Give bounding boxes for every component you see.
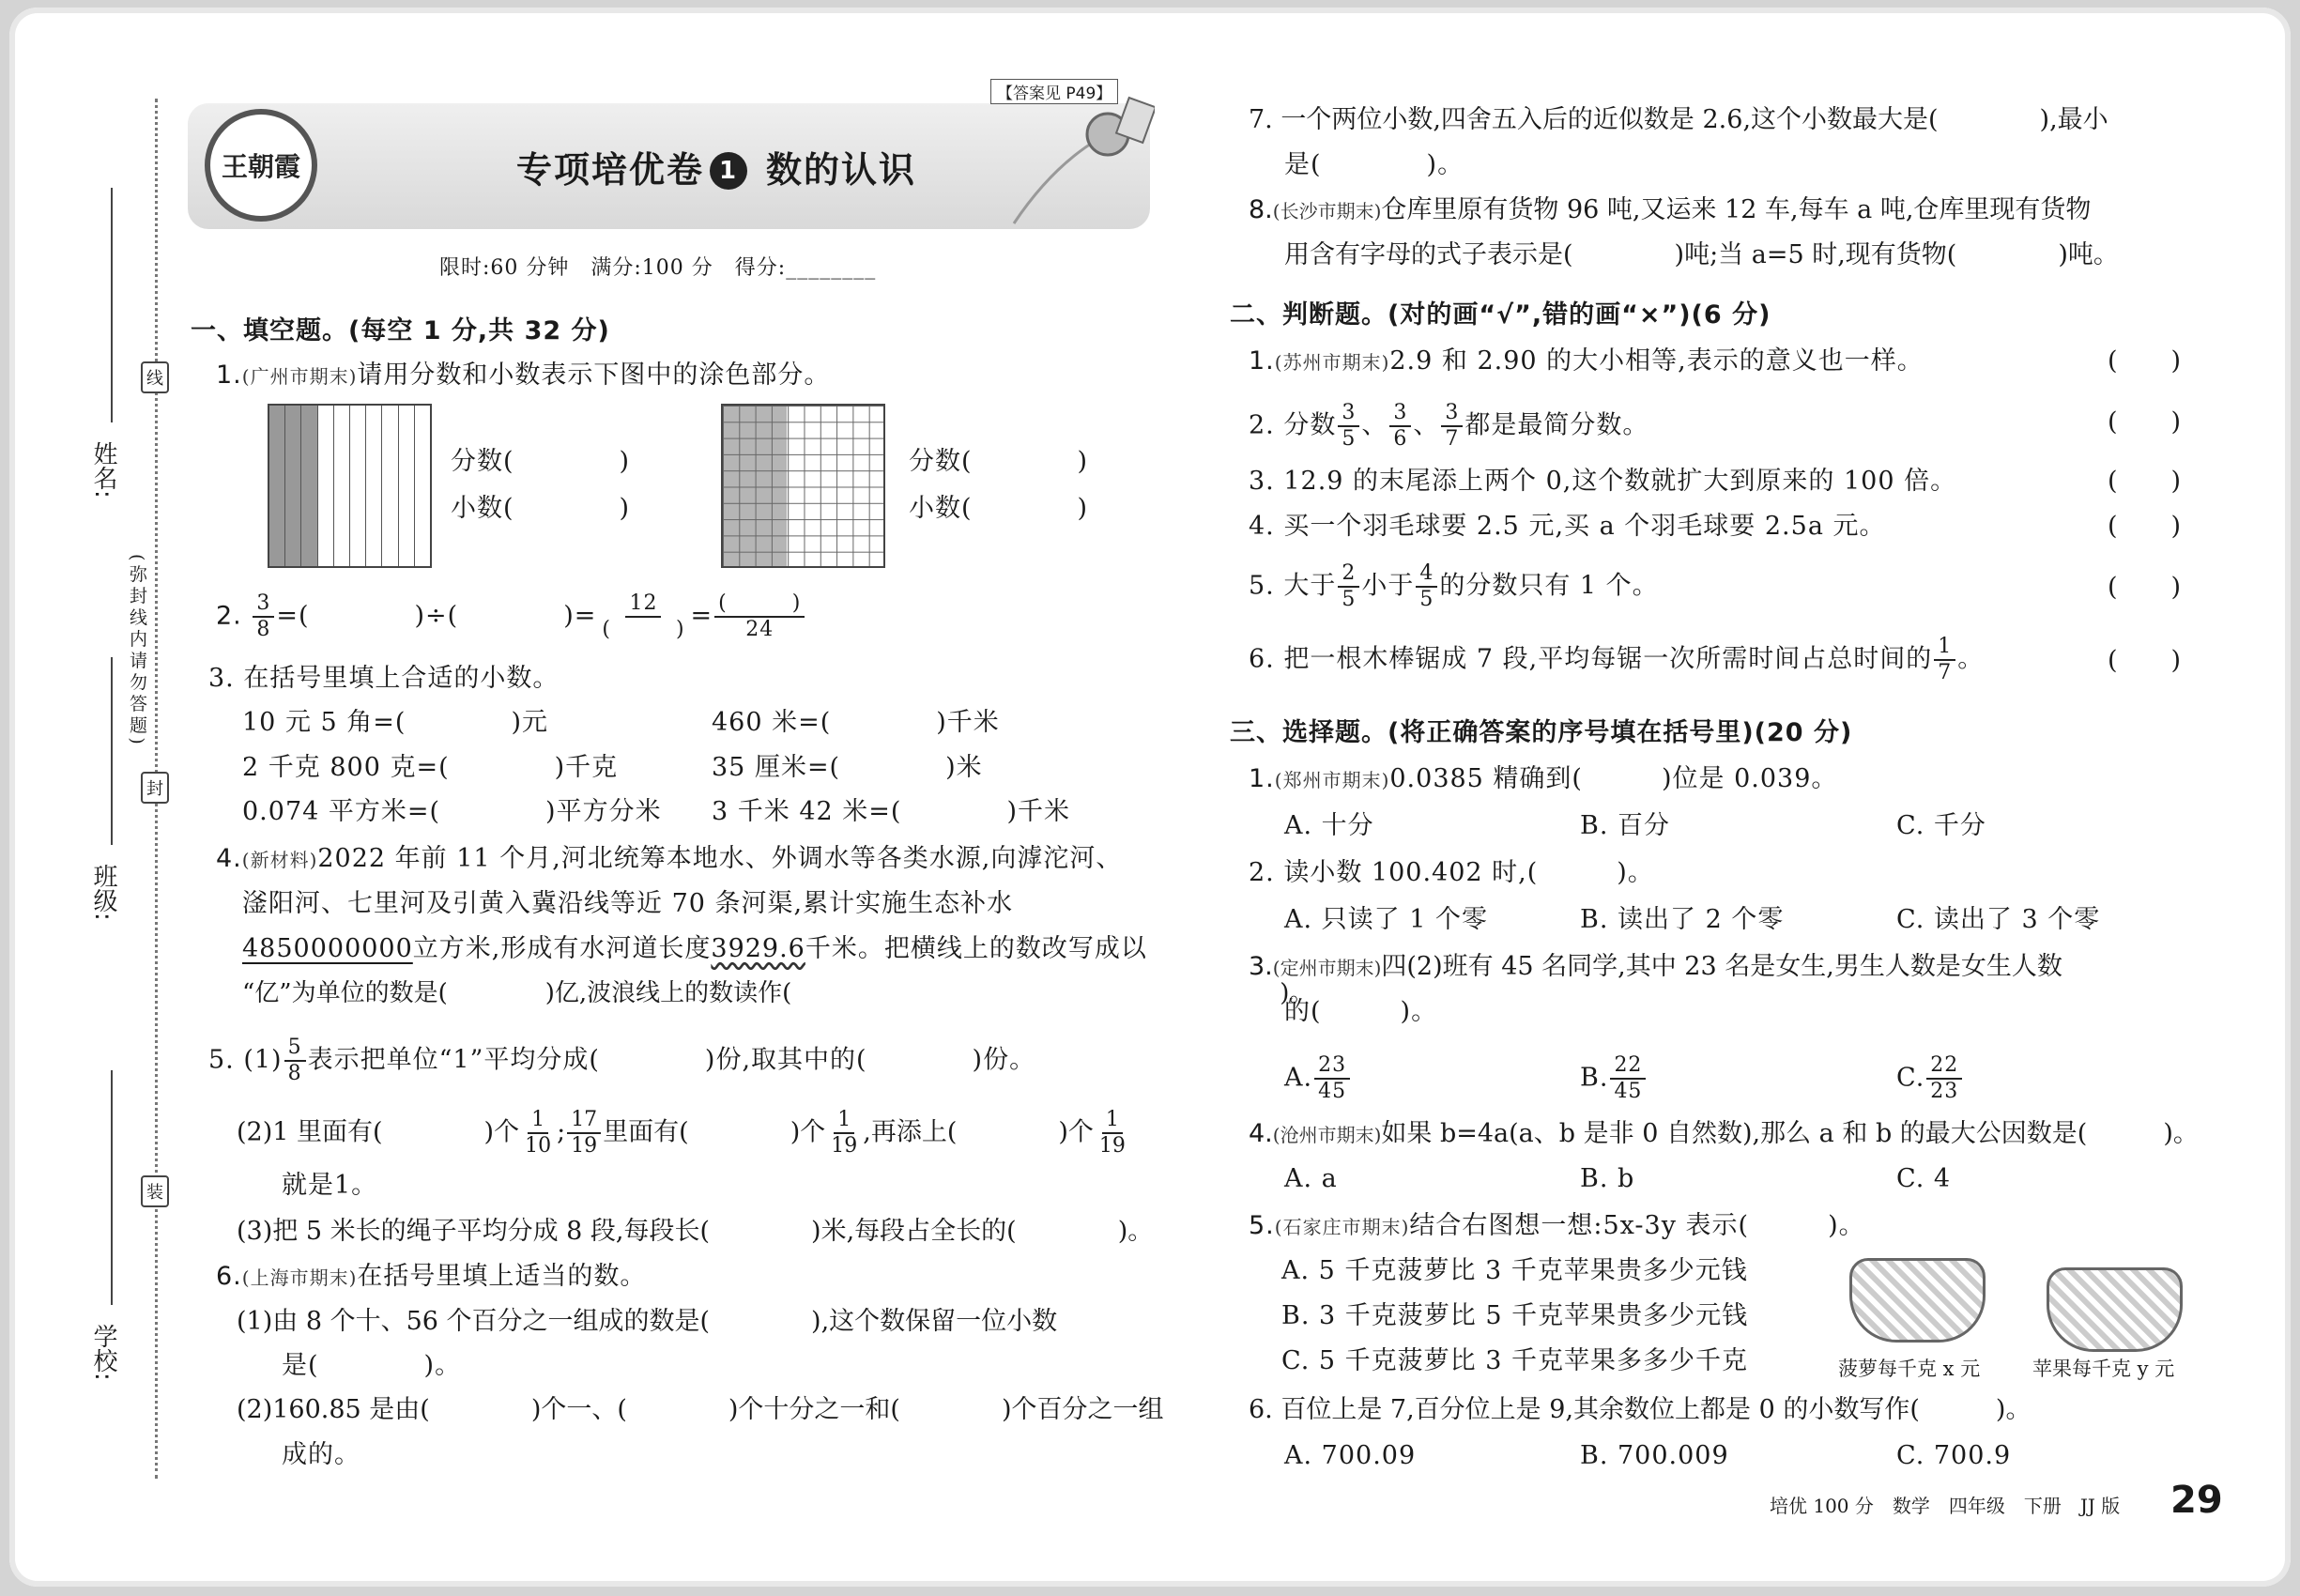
q-number: 1. xyxy=(1249,764,1275,793)
q3-4-option-a[interactable]: A. a xyxy=(1284,1164,1338,1193)
apple-price-caption: 苹果每千克 y 元 xyxy=(2032,1358,2175,1380)
section2-heading: 二、判断题。(对的画“√”,错的画“×”)(6 分) xyxy=(1230,300,1771,330)
line-mark: 线 xyxy=(141,361,169,393)
denominator: 10 xyxy=(525,1134,552,1158)
section3-heading: 三、选择题。(将正确答案的序号填在括号里)(20 分) xyxy=(1230,718,1853,747)
q-text[interactable]: 里面有( )个 xyxy=(603,1117,826,1147)
denominator: 19 xyxy=(1098,1134,1126,1158)
denominator: 45 xyxy=(1318,1080,1347,1103)
q-text[interactable]: 如果 b=4a(a、b 是非 0 自然数),那么 a 和 b 的最大公因数是( )。 xyxy=(1381,1119,2199,1148)
fraction xyxy=(827,1108,861,1159)
school-line xyxy=(111,1070,113,1305)
fraction xyxy=(1934,635,1955,685)
q-source: (苏州市期末) xyxy=(1274,351,1390,374)
q1-4-line2: 滏阳河、七里河及引黄入冀沿线等近 70 条河渠,累计实施生态补水 xyxy=(242,889,1014,918)
denominator: 6 xyxy=(1393,427,1408,451)
q-text: 四(2)班有 45 名同学,其中 23 名是女生,男生人数是女生人数 xyxy=(1381,952,2062,981)
fraction xyxy=(284,1036,306,1086)
title-badge: 1 xyxy=(710,152,747,190)
q-number: 2. xyxy=(216,601,242,631)
stripe xyxy=(366,406,382,566)
option-letter: A. xyxy=(1284,1063,1313,1093)
q-text: 千米。把横线上的数改写成以 xyxy=(805,934,1147,963)
q-text[interactable]: 表示把单位“1”平均分成( )份,取其中的( )份。 xyxy=(307,1045,1036,1075)
q1-3: 3. 在括号里填上合适的小数。 xyxy=(208,664,560,693)
denominator: 24 xyxy=(745,618,774,641)
q2-6 xyxy=(1249,635,1984,685)
q3-4-option-c[interactable]: C. 4 xyxy=(1896,1164,1952,1193)
q3-3 xyxy=(1249,950,2062,985)
section1-heading: 一、填空题。(每空 1 分,共 32 分) xyxy=(191,316,610,345)
q-source: (郑州市期末) xyxy=(1274,769,1390,791)
fraction xyxy=(1314,1053,1350,1104)
q3-3-option-a[interactable] xyxy=(1284,1053,1352,1104)
q2-5 xyxy=(1249,561,1659,612)
numerator: 3 xyxy=(253,591,274,618)
page-title xyxy=(516,141,916,192)
option-letter: B. xyxy=(1580,1063,1609,1093)
exam-meta: 限时:60 分钟 满分:100 分 得分:________ xyxy=(439,256,877,280)
q3-6-option-a[interactable]: A. 700.09 xyxy=(1284,1441,1417,1470)
q3-2-option-a[interactable]: A. 只读了 1 个零 xyxy=(1284,905,1489,934)
numerator: 22 xyxy=(1610,1053,1646,1080)
q-text: 仓库里原有货物 96 吨,又运来 12 车,每车 a 吨,仓库里现有货物 xyxy=(1381,195,2092,224)
q1-fraction-blank-a[interactable]: 分数( ) xyxy=(451,447,631,476)
q-text: 2.9 和 2.90 的大小相等,表示的意义也一样。 xyxy=(1389,346,1924,376)
q1-8-line1 xyxy=(1249,193,2091,228)
q-text: 的分数只有 1 个。 xyxy=(1439,571,1659,601)
q3-2[interactable]: 2. 读小数 100.402 时,( )。 xyxy=(1249,858,1654,887)
numerator: 23 xyxy=(1314,1053,1350,1080)
q1-3d[interactable]: 35 厘米=( )米 xyxy=(712,753,983,782)
q1-3e[interactable]: 0.074 平方米=( )平方分米 xyxy=(242,797,662,826)
numerator: 5 xyxy=(284,1036,306,1062)
option-letter: C. xyxy=(1896,1063,1925,1093)
numerator: 1 xyxy=(1102,1108,1123,1134)
q3-1 xyxy=(1249,762,1837,797)
q3-5-option-a[interactable]: A. 5 千克菠萝比 3 千克苹果贵多少元钱 xyxy=(1281,1256,1748,1285)
q-number: 5. xyxy=(1249,1211,1275,1240)
q2-2-answer[interactable]: ( ) xyxy=(2108,407,2183,437)
denominator: 45 xyxy=(1614,1080,1643,1103)
q-text[interactable]: =( )÷( )= xyxy=(276,601,597,631)
fraction xyxy=(253,591,274,642)
school-label: 学校: xyxy=(89,1324,117,1381)
q-text: 2. 分数 xyxy=(1249,410,1337,440)
denominator: 5 xyxy=(1342,588,1357,611)
apple-basket-icon xyxy=(2047,1267,2183,1352)
q1-8-line2[interactable]: 用含有字母的式子表示是( )吨;当 a=5 时,现有货物( )吨。 xyxy=(1284,240,2119,269)
q-source: (长沙市期末) xyxy=(1272,200,1382,223)
q-number: 3. xyxy=(1249,952,1273,981)
denominator: 7 xyxy=(1445,427,1460,451)
q3-3-option-c[interactable] xyxy=(1896,1053,1964,1104)
q1-5-2-end: 就是1。 xyxy=(282,1171,378,1200)
class-line xyxy=(111,657,113,845)
q3-4-option-b[interactable]: B. b xyxy=(1580,1164,1635,1193)
q1-3a[interactable]: 10 元 5 角=( )元 xyxy=(242,708,548,737)
class-label: 班级: xyxy=(89,864,117,921)
q2-4-answer[interactable]: ( ) xyxy=(2108,512,2183,541)
q1-7-line1[interactable]: 7. 一个两位小数,四舍五入后的近似数是 2.6,这个小数最大是( ),最小 xyxy=(1249,105,2108,134)
q-text: 都是最简分数。 xyxy=(1464,410,1649,440)
q3-1-option-b[interactable]: B. 百分 xyxy=(1580,811,1671,840)
q3-1-option-c[interactable]: C. 千分 xyxy=(1896,811,1986,840)
q2-3-answer[interactable]: ( ) xyxy=(2108,467,2183,496)
separator: ; xyxy=(557,1117,566,1147)
q1-fraction-blank-b[interactable]: 分数( ) xyxy=(909,447,1089,476)
q1-4-line4[interactable]: “亿”为单位的数是( )亿,波浪线上的数读作( )。 xyxy=(242,979,1314,1007)
comma: 、 xyxy=(1361,410,1388,440)
q1-5-1 xyxy=(208,1036,1035,1086)
stripe xyxy=(415,406,430,566)
q1-6-2[interactable]: (2)160.85 是由( )个一、( )个十分之一和( )个百分之一组 xyxy=(237,1395,1164,1424)
q1-6-2b: 成的。 xyxy=(282,1440,360,1469)
q-number: 1. xyxy=(1249,346,1275,376)
q2-5-answer[interactable]: ( ) xyxy=(2108,573,2183,602)
answer-reference: 【答案见 P49】 xyxy=(990,79,1118,104)
hundred-grid-figure xyxy=(721,404,885,568)
numerator: 12 xyxy=(625,591,661,618)
q1-1 xyxy=(216,359,830,393)
q1-4-line1 xyxy=(216,842,1122,877)
no-answer-note: (弥封线内请勿答题) xyxy=(127,554,147,748)
q1-decimal-blank-b[interactable]: 小数( ) xyxy=(909,494,1089,523)
q-number: 1. xyxy=(216,361,242,390)
title-part1: 专项培优卷 xyxy=(516,149,705,191)
numerator: 17 xyxy=(567,1108,601,1134)
q2-2 xyxy=(1249,401,1648,452)
fraction xyxy=(1416,561,1437,612)
q1-3c[interactable]: 2 千克 800 克=( )千克 xyxy=(242,753,619,782)
denominator: 8 xyxy=(287,1062,302,1085)
q3-2-option-c[interactable]: C. 读出了 3 个零 xyxy=(1896,905,2101,934)
logo-text: 王朝霞 xyxy=(221,151,300,182)
q2-3: 3. 12.9 的末尾添上两个 0,这个数就扩大到原来的 100 倍。 xyxy=(1249,467,1957,496)
stripe-shaded xyxy=(301,406,317,566)
q3-5-option-b[interactable]: B. 3 千克菠萝比 5 千克苹果贵多少元钱 xyxy=(1281,1301,1749,1330)
q-source: (沧州市期末) xyxy=(1272,1124,1382,1146)
q-text: 在括号里填上适当的数。 xyxy=(357,1262,647,1291)
comma: 、 xyxy=(1413,410,1440,440)
stripe xyxy=(382,406,398,566)
numerator: 3 xyxy=(1389,401,1411,427)
cartoon-icon xyxy=(995,83,1155,233)
q-text: 小于 xyxy=(1361,571,1415,601)
q-text: 2022 年前 11 个月,河北统筹本地水、外调水等各类水源,向滹沱河、 xyxy=(317,844,1123,873)
q3-6-option-c[interactable]: C. 700.9 xyxy=(1896,1441,2012,1470)
q-text[interactable]: 0.0385 精确到( )位是 0.039。 xyxy=(1389,764,1838,793)
fraction xyxy=(1926,1053,1962,1104)
q-source: (定州市期末) xyxy=(1272,957,1382,979)
denominator-blank[interactable]: ( ) xyxy=(602,618,685,641)
q2-1 xyxy=(1249,345,1924,379)
stripe-shaded xyxy=(269,406,285,566)
q-text: 。 xyxy=(1957,644,1985,674)
q3-4 xyxy=(1249,1117,2199,1152)
q3-5-option-c[interactable]: C. 5 千克菠萝比 3 千克苹果多多少千克 xyxy=(1281,1346,1748,1375)
q1-5-3[interactable]: (3)把 5 米长的绳子平均分成 8 段,每段长( )米,每段占全长的( )。 xyxy=(237,1217,1154,1246)
q1-3f[interactable]: 3 千米 42 米=( )千米 xyxy=(712,797,1070,826)
q-text: 立方米,形成有水河道长度 xyxy=(412,934,712,963)
pineapple-price-caption: 菠萝每千克 x 元 xyxy=(1838,1358,1981,1380)
q1-decimal-blank-a[interactable]: 小数( ) xyxy=(451,494,631,523)
denominator: 7 xyxy=(1938,661,1953,684)
q-number: 8. xyxy=(1249,195,1273,224)
q-text[interactable]: (2)1 里面有( )个 xyxy=(237,1117,520,1147)
stripe xyxy=(350,406,366,566)
name-line xyxy=(111,188,113,422)
q1-6 xyxy=(216,1260,646,1295)
q1-6-1[interactable]: (1)由 8 个十、56 个百分之一组成的数是( ),这个数保留一位小数 xyxy=(237,1307,1058,1336)
bind-mark: 装 xyxy=(141,1175,169,1207)
q-number: 5. (1) xyxy=(208,1045,283,1075)
q-text: 6. 把一根木棒锯成 7 段,平均每锯一次所需时间占总时间的 xyxy=(1249,644,1933,674)
numerator: 3 xyxy=(1338,401,1359,427)
stripe xyxy=(399,406,415,566)
numerator: 1 xyxy=(528,1108,548,1134)
numerator: 1 xyxy=(1934,635,1955,661)
fraction xyxy=(1441,401,1463,452)
fraction xyxy=(567,1108,601,1159)
title-part2: 数的认识 xyxy=(766,149,917,191)
stripe xyxy=(334,406,350,566)
footer-series: 培优 100 分 数学 四年级 下册 JJ 版 xyxy=(1770,1495,2121,1517)
stripe xyxy=(318,406,334,566)
numerator: 4 xyxy=(1416,561,1437,588)
q2-4: 4. 买一个羽毛球要 2.5 元,买 a 个羽毛球要 2.5a 元。 xyxy=(1249,512,1886,541)
fraction xyxy=(1389,401,1411,452)
publisher-logo xyxy=(205,109,317,222)
q3-5 xyxy=(1249,1209,1865,1244)
q-source: (新材料) xyxy=(241,849,318,871)
equals: = xyxy=(690,601,713,631)
q-number: 4. xyxy=(216,844,242,873)
fraction xyxy=(598,591,688,642)
q3-3-option-b[interactable] xyxy=(1580,1053,1648,1104)
q-source: (广州市期末) xyxy=(241,365,358,388)
stripe-figure xyxy=(268,404,432,568)
underlined-number: 4850000000 xyxy=(242,934,413,963)
fraction xyxy=(1338,401,1359,452)
denominator: 5 xyxy=(1419,588,1434,611)
q1-6-1b[interactable]: 是( )。 xyxy=(282,1351,462,1380)
q3-3-line2[interactable]: 的( )。 xyxy=(1284,997,1438,1026)
fraction xyxy=(521,1108,555,1159)
fraction xyxy=(1610,1053,1646,1104)
q3-6-option-b[interactable]: B. 700.009 xyxy=(1580,1441,1729,1470)
numerator: 1 xyxy=(834,1108,854,1134)
numerator-blank[interactable]: ( ) xyxy=(714,591,805,618)
q1-2 xyxy=(216,591,806,642)
q1-7-line2[interactable]: 是( )。 xyxy=(1284,150,1464,179)
pineapple-basket-icon xyxy=(1849,1258,1986,1343)
seal-mark: 封 xyxy=(141,772,169,804)
wavy-number: 3929.6 xyxy=(711,934,805,963)
denominator: 19 xyxy=(831,1134,858,1158)
fraction xyxy=(714,591,805,642)
numerator: 2 xyxy=(1338,561,1359,588)
fraction xyxy=(1096,1108,1129,1159)
q1-5-2 xyxy=(237,1108,1131,1159)
numerator: 3 xyxy=(1441,401,1463,427)
q1-3b[interactable]: 460 米=( )千米 xyxy=(712,708,1000,737)
q-text: 5. 大于 xyxy=(1249,571,1337,601)
denominator: 19 xyxy=(571,1134,598,1158)
name-label: 姓名: xyxy=(89,441,117,499)
numerator: 22 xyxy=(1926,1053,1962,1080)
q-text: 请用分数和小数表示下图中的涂色部分。 xyxy=(357,361,831,390)
q-source: (上海市期末) xyxy=(241,1266,358,1289)
q-text[interactable]: ,再添上( )个 xyxy=(863,1117,1094,1147)
q2-1-answer[interactable]: ( ) xyxy=(2108,346,2183,376)
q3-6[interactable]: 6. 百位上是 7,百分位上是 9,其余数位上都是 0 的小数写作( )。 xyxy=(1249,1395,2032,1424)
denominator: 5 xyxy=(1342,427,1357,451)
q-number: 4. xyxy=(1249,1119,1273,1148)
stripe-shaded xyxy=(285,406,301,566)
denominator: 23 xyxy=(1930,1080,1959,1103)
q-source: (石家庄市期末) xyxy=(1274,1216,1410,1238)
q3-2-option-b[interactable]: B. 读出了 2 个零 xyxy=(1580,905,1785,934)
denominator: 8 xyxy=(256,618,271,641)
q-number: 6. xyxy=(216,1262,242,1291)
fraction xyxy=(1338,561,1359,612)
q-text[interactable]: 结合右图想一想:5x-3y 表示( )。 xyxy=(1409,1211,1865,1240)
q2-6-answer[interactable]: ( ) xyxy=(2108,646,2183,675)
page-number: 29 xyxy=(2170,1479,2223,1522)
q1-4-line3 xyxy=(242,932,1147,966)
q3-1-option-a[interactable]: A. 十分 xyxy=(1284,811,1374,840)
